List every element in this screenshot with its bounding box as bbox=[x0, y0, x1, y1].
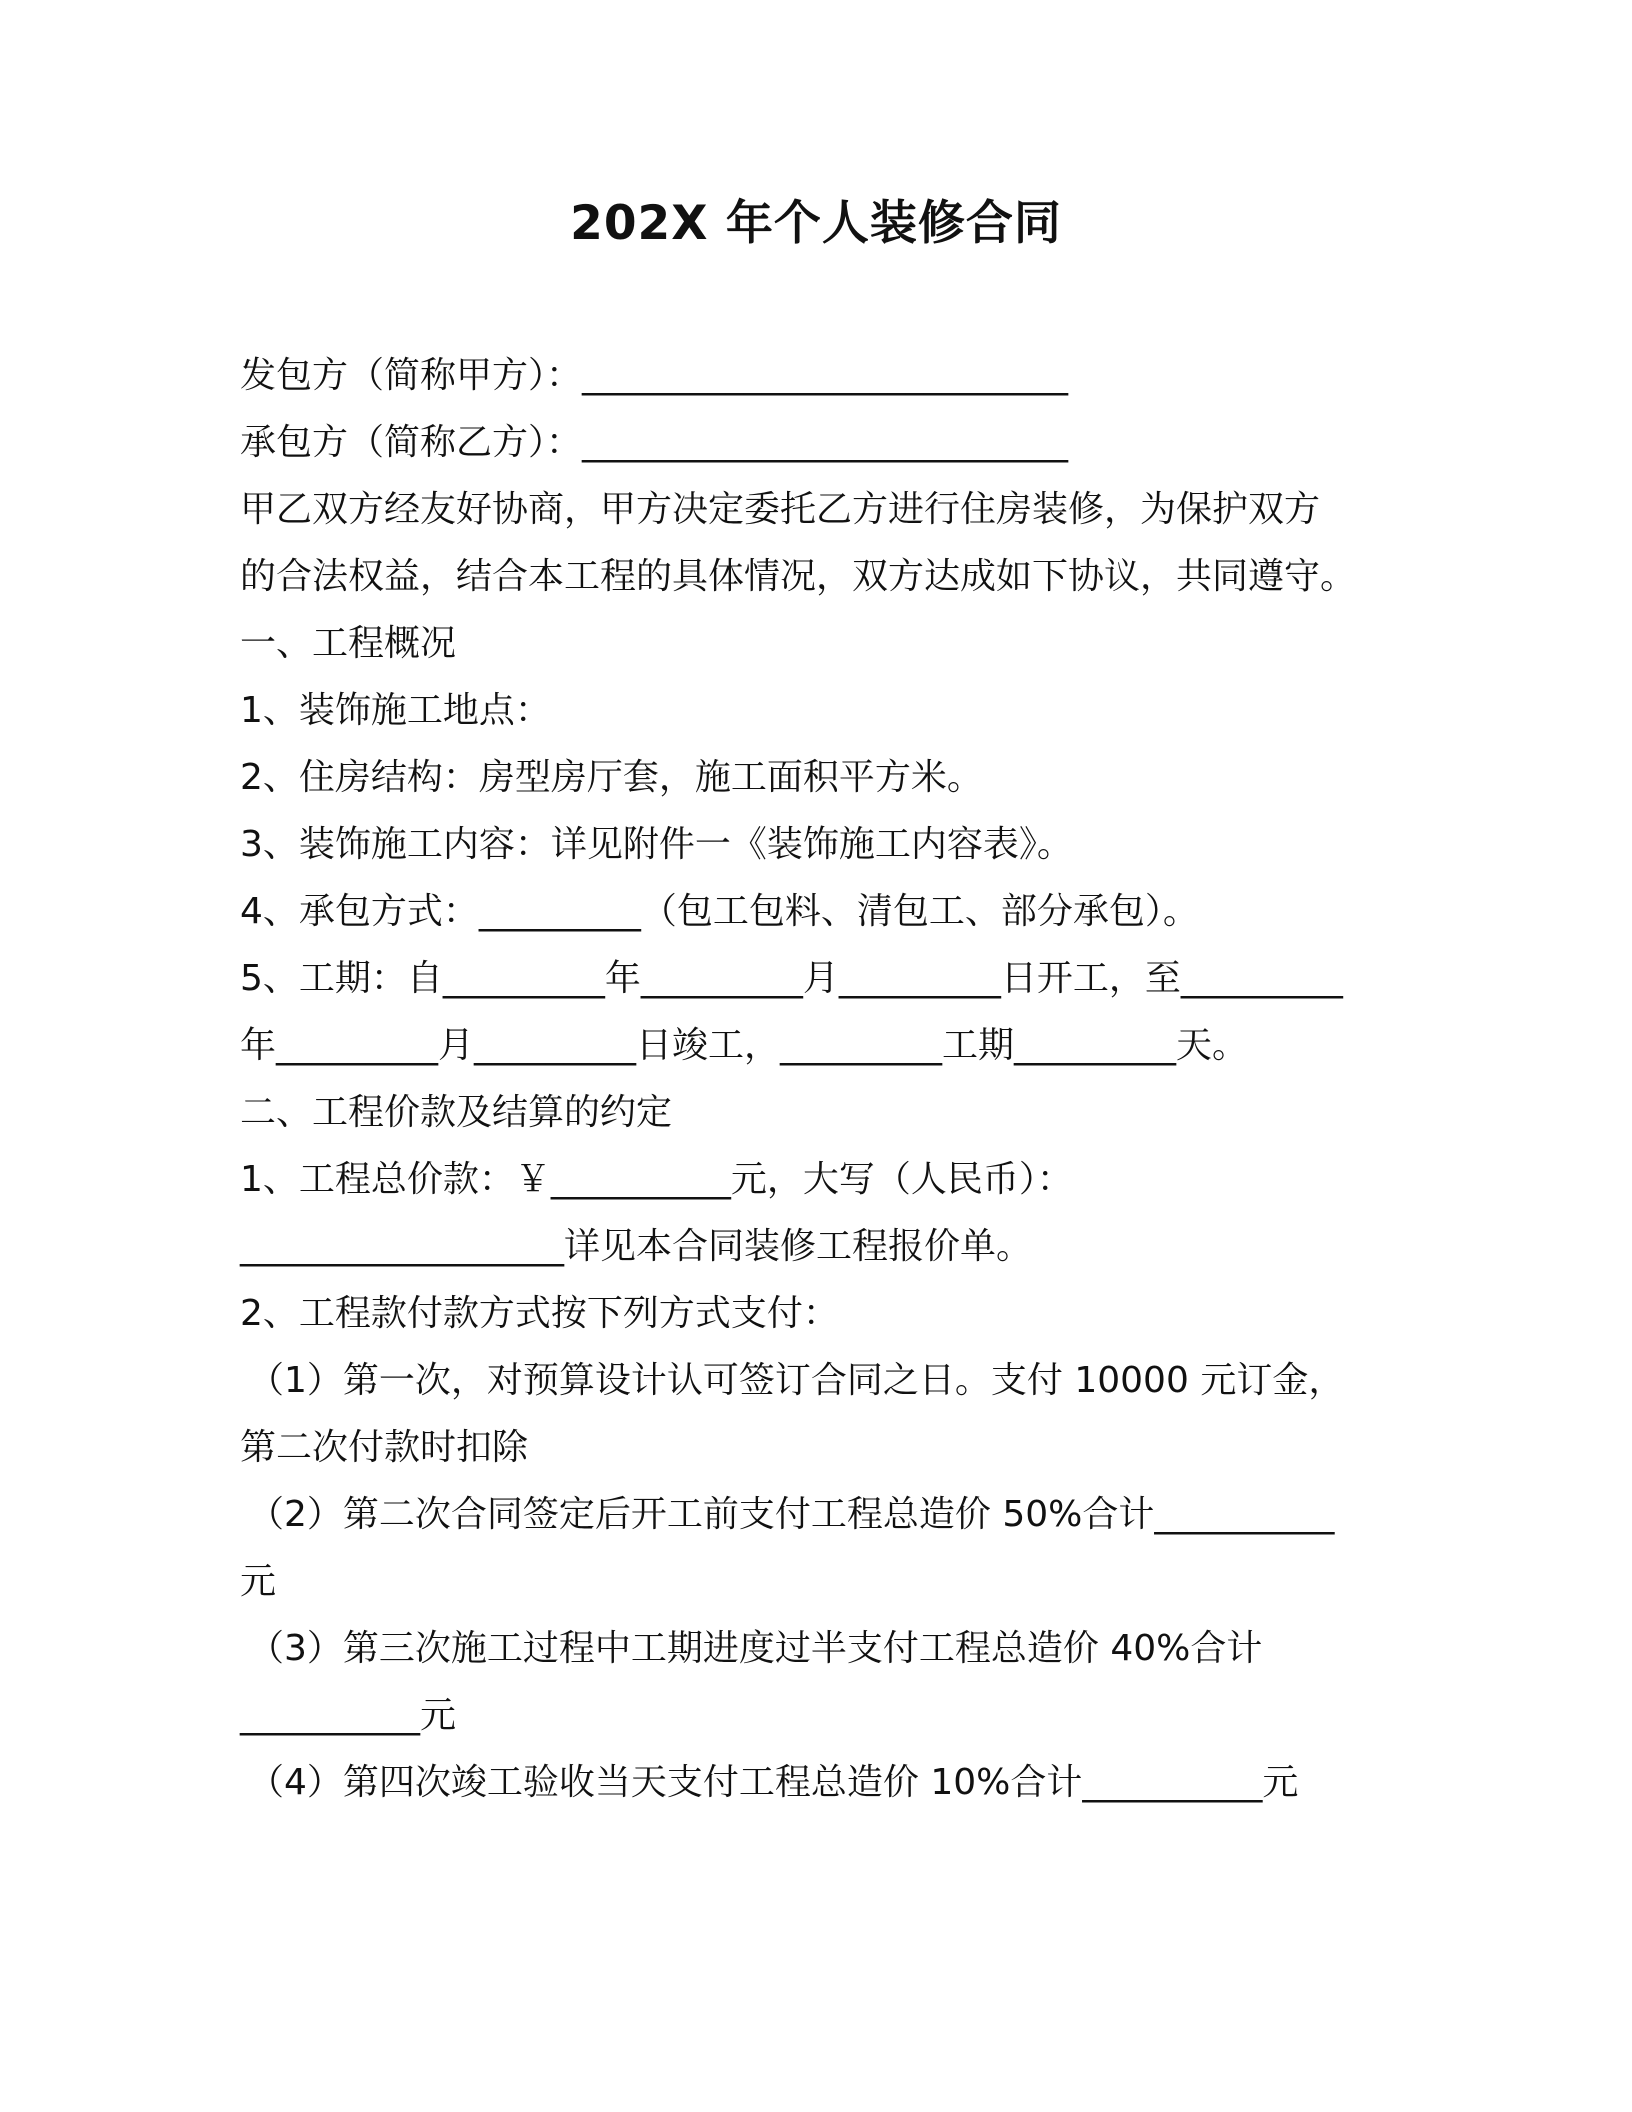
payment-step-2-line-1: （2）第二次合同签定后开工前支付工程总造价 50%合计__________ bbox=[248, 1494, 1335, 1535]
document-title: 202X 年个人装修合同 bbox=[570, 196, 1062, 251]
section-heading-project-overview: 一、工程概况 bbox=[240, 623, 457, 664]
intro-paragraph-line-2: 的合法权益，结合本工程的具体情况，双方达成如下协议，共同遵守。 bbox=[240, 556, 1357, 597]
payment-step-1-line-1: （1）第一次，对预算设计认可签订合同之日。支付 10000 元订金， bbox=[248, 1360, 1345, 1401]
clause-contract-method: 4、承包方式：_________（包工包料、清包工、部分承包）。 bbox=[240, 891, 1199, 932]
clause-construction-content: 3、装饰施工内容：详见附件一《装饰施工内容表》。 bbox=[240, 824, 1073, 865]
clause-construction-location: 1、装饰施工地点： bbox=[240, 690, 551, 731]
payment-step-3-line-1: （3）第三次施工过程中工期进度过半支付工程总造价 40%合计 bbox=[248, 1628, 1263, 1669]
payment-step-1-line-2: 第二次付款时扣除 bbox=[240, 1427, 529, 1468]
clause-payment-method: 2、工程款付款方式按下列方式支付： bbox=[240, 1293, 839, 1334]
payment-step-3-line-2: __________元 bbox=[240, 1695, 457, 1736]
clause-duration-line-2: 年_________月_________日竣工，_________工期_________天。 bbox=[240, 1025, 1249, 1066]
clause-total-price-line-2: __________________详见本合同装修工程报价单。 bbox=[240, 1226, 1033, 1267]
payment-step-4: （4）第四次竣工验收当天支付工程总造价 10%合计__________元 bbox=[248, 1762, 1299, 1803]
clause-total-price-line-1: 1、工程总价款：￥__________元，大写（人民币）： bbox=[240, 1159, 1073, 1200]
intro-paragraph-line-1: 甲乙双方经友好协商，甲方决定委托乙方进行住房装修，为保护双方 bbox=[240, 489, 1321, 530]
clause-duration-line-1: 5、工期：自_________年_________月_________日开工，至_________ bbox=[240, 958, 1343, 999]
party-b-line: 承包方（简称乙方）：___________________________ bbox=[240, 422, 1069, 463]
section-heading-price-settlement: 二、工程价款及结算的约定 bbox=[240, 1092, 673, 1133]
party-a-line: 发包方（简称甲方）：___________________________ bbox=[240, 355, 1069, 396]
clause-housing-structure: 2、住房结构：房型房厅套，施工面积平方米。 bbox=[240, 757, 983, 798]
contract-body bbox=[240, 342, 1400, 1816]
payment-step-2-line-2: 元 bbox=[240, 1561, 277, 1602]
